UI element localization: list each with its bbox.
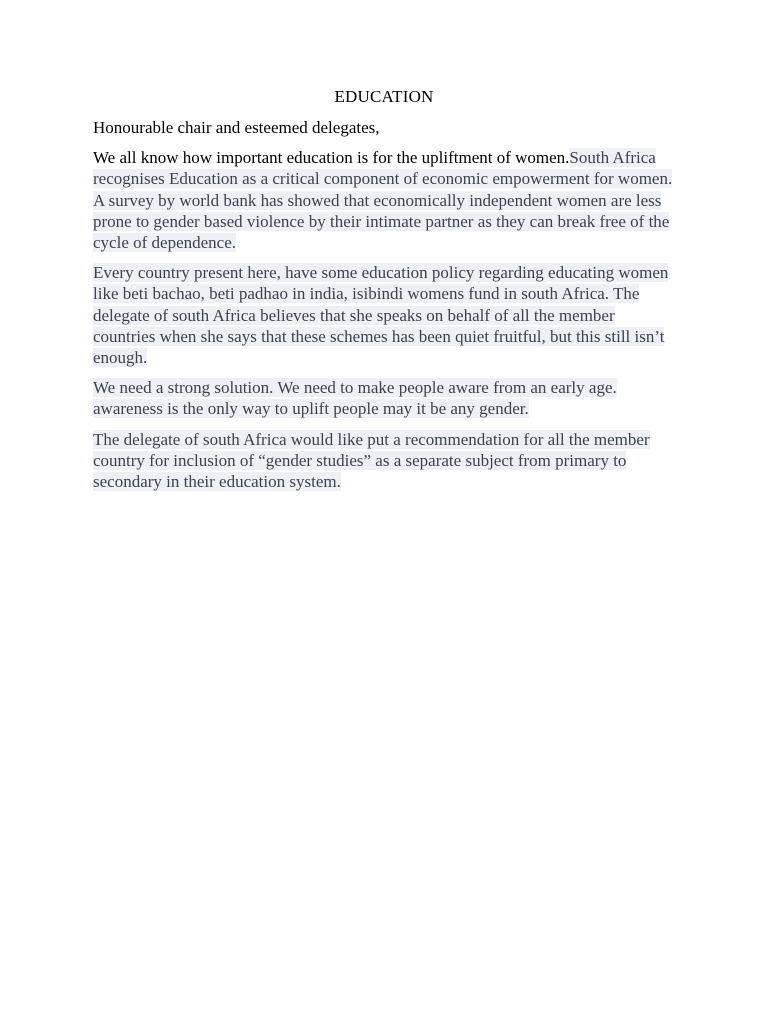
paragraph-2 <box>93 262 675 368</box>
paragraph-3-highlighted-text: We need a strong solution. We need to make people aware from an early age. awareness is the only way to uplift people may it be any gender. <box>93 378 617 419</box>
paragraph-2-highlighted-text: Every country present here, have some education policy regarding educating women like beti bachao, beti padhao in india, isibindi womens fund in south Africa. The delegate of south Africa believes that she speaks on behalf of all the member countries when she says that these schemes has been quiet fruitful, but this still isn’t enough. <box>93 263 669 368</box>
salutation: Honourable chair and esteemed delegates, <box>93 118 380 137</box>
paragraph-3 <box>93 377 675 419</box>
paragraph-1-plain-text: We all know how important education is for the upliftment of women. <box>93 148 570 168</box>
paragraph-4 <box>93 429 675 493</box>
document-page <box>93 86 675 501</box>
paragraph-4-highlighted-text: The delegate of south Africa would like put a recommendation for all the member country for inclusion of “gender studies” as a separate subject from primary to secondary in their education system. <box>93 429 650 492</box>
document-title: EDUCATION <box>334 87 434 106</box>
paragraph-1 <box>93 147 675 253</box>
paragraph-1-highlighted-text: South Africa recognises Education as a critical component of economic empowerment for women. A survey by world bank has showed that economically independent women are less prone to gender based violence by their intimate partner as they can break free of the cycle of dependence. <box>93 148 673 253</box>
